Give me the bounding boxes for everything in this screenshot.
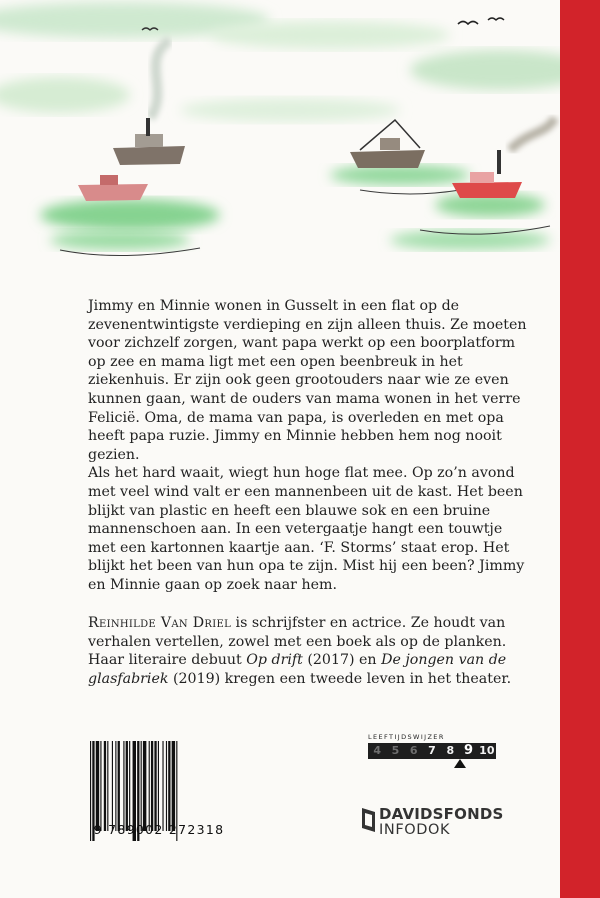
barcode-bar [162,741,163,831]
barcode-bar [172,741,175,831]
barcode-bar [166,741,167,831]
barcode-bar [149,741,150,831]
age-4: 4 [373,744,381,757]
age-8: 8 [446,744,455,757]
isbn-number: 9 789002 272318 [93,822,225,837]
author-name: Reinhilde Van Driel [88,615,232,631]
blurb-paragraph-1: Jimmy en Minnie wonen in Gusselt in een flat op de zevenentwintigste verdieping en zijn alleen thuis. Ze moeten voor zichzelf zorgen, want papa werkt op een boorplatform op zee en mama ligt met een open beenbreuk in het ziekenhuis. Er zijn ook geen grootouders naar wie ze even kunnen gaan, want de ouders van mama wonen in het verre Feliciё. Oma, de mama van papa, is overleden en met opa heeft papa ruzie. Jimmy en Minnie hebben hem nog nooit gezien. [88,298,527,463]
barcode-bar [100,741,101,831]
barcode-bar [158,741,159,831]
age-10: 10 [479,744,495,757]
publisher-name-2: INFODOK [379,822,451,838]
age-indicator [368,733,496,759]
age-9: 9 [464,743,474,758]
age-6: 6 [409,744,418,757]
barcode-bar [141,741,142,831]
barcode-bar [154,741,156,831]
red-spine [560,0,600,898]
barcode-bar [126,741,128,831]
bio-text-1: is schrijfster en actrice. Ze houdt van verhalen vertellen, zowel met een boek als op de planken. Haar literaire debuut [88,615,507,669]
barcode-bar [151,741,153,831]
publisher-name-1: DAVIDSFONDS [379,805,504,823]
blurb-paragraph-2: Als het hard waait, wiegt hun hoge flat mee. Op zo’n avond met veel wind valt er een mannenbeen uit de kast. Het been blijkt van plastic en heeft een blauwe sok en een bruine mannenschoen aan. In een vetergaatje hangt een touwtje met een kartonnen kaartje aan. ‘F. Storms’ staat erop. Het blijkt het been van hun opa te zijn. Mist hij een been? Jimmy en Minnie gaan op zoek naar hem. [88,465,525,593]
barcode-bar [112,741,113,831]
publisher-emblem-icon [362,808,375,832]
barcode-bar [143,741,146,831]
barcode-bar [96,741,99,831]
publisher-logo [362,803,512,839]
book-title-1: Op drift [246,652,303,669]
barcode-bar [168,741,170,831]
author-bio [88,614,528,688]
barcode-bar [104,741,106,831]
barcode-bar [107,741,108,831]
age-5: 5 [391,744,400,757]
barcode-bar [129,741,130,831]
boats-illustration [0,0,560,290]
age-scale [368,743,496,759]
age-indicator-label: LEEFTIJDSWIJZER [368,733,445,741]
barcode-bar [123,741,124,831]
barcode-bar [118,741,120,831]
book-title-2: De jongen van de glasfabriek [88,652,507,687]
blurb [88,297,528,595]
barcode-bar [115,741,116,831]
bio-text-3: (2019) kregen een tweede leven in het theater. [168,670,512,687]
age-7: 7 [428,744,436,757]
bio-text-2: (2017) en [302,652,382,669]
age-marker-icon [454,759,466,768]
